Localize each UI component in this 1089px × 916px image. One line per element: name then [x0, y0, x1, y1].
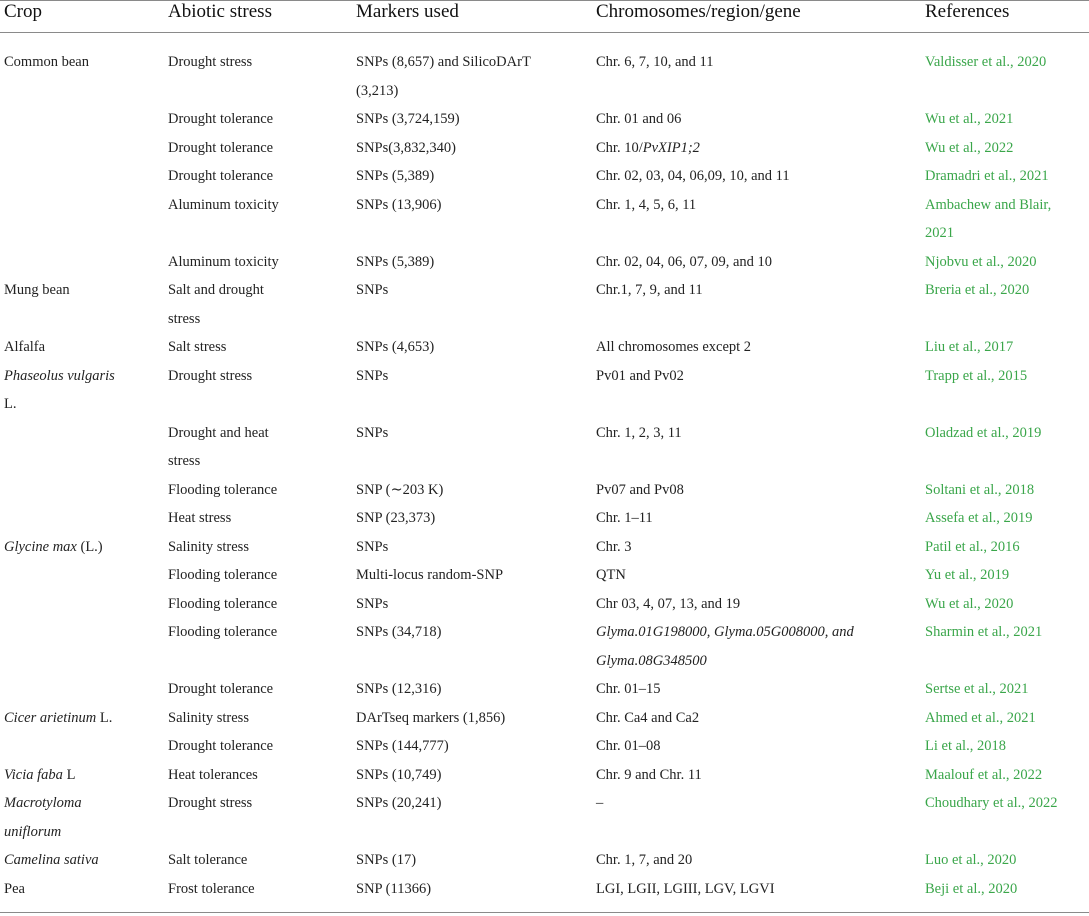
- abiotic-stress-cell: [168, 618, 353, 647]
- markers-used-cell-line: SNP (∼203 K): [356, 481, 444, 498]
- chromosomes-cell-text: Chr. 02, 04, 06, 07, 09, and 10: [596, 253, 773, 270]
- crop-cell-line: [4, 390, 164, 419]
- abiotic-stress-cell: [168, 561, 353, 590]
- crop-cell-text: Phaseolus vulgaris: [4, 367, 115, 384]
- chromosomes-cell-line: [596, 504, 924, 533]
- chromosomes-cell-line: [596, 618, 924, 647]
- abiotic-stress-cell: [168, 504, 353, 533]
- chromosomes-cell-text: Chr. 9 and Chr. 11: [596, 766, 702, 783]
- markers-used-cell: [356, 590, 594, 619]
- reference-link-line: Trapp et al., 2015: [925, 367, 1028, 384]
- reference-link[interactable]: [925, 333, 1089, 362]
- chromosomes-cell: [596, 191, 924, 220]
- markers-used-cell: [356, 333, 594, 362]
- reference-link[interactable]: [925, 761, 1089, 790]
- chromosomes-cell-text: Pv07 and Pv08: [596, 481, 684, 498]
- chromosomes-cell: [596, 846, 924, 875]
- reference-link-line: Beji et al., 2020: [925, 880, 1018, 897]
- reference-link[interactable]: [925, 476, 1089, 505]
- abiotic-stress-cell: [168, 48, 353, 77]
- chromosomes-cell-text: Chr. 01–15: [596, 681, 661, 697]
- reference-link[interactable]: [925, 419, 1089, 448]
- markers-used-cell: [356, 476, 594, 505]
- abiotic-stress-cell-line: Drought tolerance: [168, 681, 274, 697]
- abiotic-stress-cell: [168, 276, 353, 333]
- chromosomes-cell-text: Chr. 3: [596, 538, 632, 555]
- abiotic-stress-cell-line: Heat stress: [168, 510, 232, 526]
- reference-link[interactable]: [925, 191, 1089, 248]
- crop-cell: [4, 789, 164, 846]
- reference-link[interactable]: [925, 561, 1089, 590]
- chromosomes-cell: [596, 504, 924, 533]
- chromosomes-cell-text: Chr. 1, 2, 3, 11: [596, 424, 682, 441]
- reference-link-line: Choudhary et al., 2022: [925, 795, 1058, 811]
- chromosomes-cell-line: [596, 675, 924, 704]
- abiotic-stress-cell: [168, 248, 353, 277]
- chromosomes-cell-text: Chr 03, 4, 07, 13, and 19: [596, 595, 741, 612]
- crop-cell-line: Alfalfa: [4, 339, 46, 355]
- chromosomes-cell: [596, 675, 924, 704]
- abiotic-stress-cell-line: Flooding tolerance: [168, 567, 278, 583]
- crop-cell-text: L.: [96, 709, 113, 726]
- abiotic-stress-cell: [168, 333, 353, 362]
- markers-used-cell: [356, 704, 594, 733]
- reference-link-line: Maalouf et al., 2022: [925, 766, 1043, 783]
- abiotic-stress-cell: [168, 732, 353, 761]
- chromosomes-cell-text: Chr. 01 and 06: [596, 111, 682, 127]
- abiotic-stress-cell-line: Aluminum toxicity: [168, 196, 279, 213]
- reference-link[interactable]: [925, 105, 1089, 134]
- reference-link[interactable]: [925, 248, 1089, 277]
- crop-cell-line: [4, 818, 164, 847]
- chromosomes-cell-line: [596, 248, 924, 277]
- markers-used-cell: [356, 362, 594, 391]
- abiotic-stress-cell: [168, 533, 353, 562]
- reference-link-line: Oladzad et al., 2019: [925, 424, 1042, 441]
- reference-link-line: 2021: [925, 225, 954, 241]
- abiotic-stress-cell: [168, 162, 353, 191]
- chromosomes-cell: [596, 533, 924, 562]
- reference-link[interactable]: [925, 789, 1089, 818]
- abiotic-stress-cell-line: Drought tolerance: [168, 738, 274, 754]
- chromosomes-cell: [596, 732, 924, 761]
- markers-used-cell: [356, 248, 594, 277]
- markers-used-cell: [356, 191, 594, 220]
- reference-link[interactable]: [925, 162, 1089, 191]
- crop-cell-line: Common bean: [4, 54, 89, 70]
- crop-cell-text: L: [62, 766, 76, 783]
- chromosomes-cell-line: [596, 419, 924, 448]
- crop-cell: [4, 276, 164, 305]
- chromosomes-cell: [596, 561, 924, 590]
- crop-cell-line: [4, 761, 164, 790]
- chromosomes-cell-text: Chr. 1, 4, 5, 6, 11: [596, 196, 697, 213]
- header-crop: Crop: [4, 1, 42, 22]
- markers-used-cell: [356, 761, 594, 790]
- header-abiotic-stress: Abiotic stress: [168, 1, 272, 22]
- abiotic-stress-cell-line: Drought tolerance: [168, 111, 274, 127]
- reference-link-line: Wu et al., 2020: [925, 595, 1014, 612]
- abiotic-stress-cell: [168, 761, 353, 790]
- reference-link-line: Wu et al., 2021: [925, 111, 1014, 127]
- reference-link-line: Sertse et al., 2021: [925, 681, 1029, 697]
- reference-link-line: Ahmed et al., 2021: [925, 709, 1036, 726]
- abiotic-stress-cell-line: Flooding tolerance: [168, 595, 278, 612]
- crop-cell-text: Cicer arietinum: [4, 709, 97, 726]
- markers-used-cell-line: SNPs: [356, 538, 389, 555]
- abiotic-stress-cell: [168, 675, 353, 704]
- crop-cell: [4, 846, 164, 875]
- abiotic-stress-cell: [168, 476, 353, 505]
- chromosomes-cell-text: Chr. Ca4 and Ca2: [596, 709, 700, 726]
- reference-link[interactable]: [925, 875, 1089, 904]
- chromosomes-cell-text: LGI, LGII, LGIII, LGV, LGVI: [596, 880, 775, 897]
- abiotic-stress-cell-line: Drought and heat: [168, 424, 269, 441]
- abiotic-stress-cell-line: Aluminum toxicity: [168, 253, 279, 270]
- chromosomes-cell-text: Chr. 10/: [596, 139, 643, 156]
- crop-cell: [4, 362, 164, 419]
- chromosomes-cell: [596, 704, 924, 733]
- chromosomes-cell: [596, 419, 924, 448]
- abiotic-stress-cell: [168, 419, 353, 476]
- chromosomes-cell: [596, 276, 924, 305]
- abiotic-stress-cell: [168, 105, 353, 134]
- reference-link-line: Breria et al., 2020: [925, 282, 1030, 298]
- chromosomes-cell-text: Chr. 01–08: [596, 738, 661, 754]
- reference-link-line: Yu et al., 2019: [925, 567, 1010, 583]
- reference-link-line: Liu et al., 2017: [925, 339, 1014, 355]
- crop-cell: [4, 48, 164, 77]
- crop-cell-text: Macrotyloma: [4, 795, 82, 811]
- abiotic-stress-cell-line: Drought stress: [168, 54, 253, 70]
- markers-used-cell-line: SNPs: [356, 424, 389, 441]
- chromosomes-cell: [596, 134, 924, 163]
- chromosomes-cell-line: [596, 789, 924, 818]
- chromosomes-cell-text: –: [596, 795, 604, 811]
- markers-used-cell-line: SNPs (13,906): [356, 196, 442, 213]
- abiotic-stress-cell: [168, 590, 353, 619]
- reference-link-line: Assefa et al., 2019: [925, 510, 1033, 526]
- markers-used-cell-line: SNPs (4,653): [356, 339, 435, 355]
- header-markers-used: Markers used: [356, 1, 459, 22]
- abiotic-stress-cell: [168, 704, 353, 733]
- markers-used-cell: [356, 789, 594, 818]
- markers-used-cell-line: Multi-locus random-SNP: [356, 567, 504, 583]
- chromosomes-cell-line: [596, 590, 924, 619]
- markers-used-cell-line: SNPs (34,718): [356, 624, 442, 640]
- reference-link[interactable]: [925, 504, 1089, 533]
- abiotic-stress-cell: [168, 362, 353, 391]
- markers-used-cell-line: DArTseq markers (1,856): [356, 709, 506, 726]
- chromosomes-cell: [596, 248, 924, 277]
- abiotic-stress-cell-line: Drought stress: [168, 367, 253, 384]
- chromosomes-cell-text: Chr. 6, 7, 10, and 11: [596, 54, 714, 70]
- chromosomes-cell-text: All chromosomes except 2: [596, 339, 752, 355]
- chromosomes-cell-line: [596, 533, 924, 562]
- chromosomes-cell: [596, 162, 924, 191]
- reference-link-line: Dramadri et al., 2021: [925, 168, 1049, 184]
- markers-used-cell: [356, 732, 594, 761]
- crop-cell: [4, 333, 164, 362]
- table-bottom-rule: [0, 912, 1089, 913]
- header-chromosomes-region-gene: Chromosomes/region/gene: [596, 1, 801, 22]
- reference-link[interactable]: [925, 533, 1089, 562]
- markers-used-cell: [356, 846, 594, 875]
- chromosomes-cell-line: [596, 732, 924, 761]
- chromosomes-cell-text: Pv01 and Pv02: [596, 367, 684, 384]
- abiotic-stress-cell: [168, 191, 353, 220]
- crop-cell-line: [4, 704, 164, 733]
- crop-cell-text: uniflorum: [4, 823, 62, 840]
- reference-link[interactable]: [925, 48, 1089, 77]
- reference-link-line: Li et al., 2018: [925, 738, 1006, 754]
- crop-cell-line: Mung bean: [4, 282, 70, 298]
- abiotic-stress-cell-line: Heat tolerances: [168, 766, 258, 783]
- crop-cell-text: Vicia faba: [4, 766, 63, 783]
- chromosomes-cell: [596, 761, 924, 790]
- crop-cell-line: [4, 789, 164, 818]
- chromosomes-cell-line: [596, 875, 924, 904]
- crop-cell-text: Camelina sativa: [4, 852, 99, 868]
- reference-link-line: Soltani et al., 2018: [925, 481, 1035, 498]
- abiotic-stress-cell-line: Salt and drought: [168, 282, 264, 298]
- abiotic-stress-cell: [168, 875, 353, 904]
- crop-cell: [4, 533, 164, 562]
- reference-link[interactable]: [925, 590, 1089, 619]
- markers-used-cell-line: SNPs: [356, 282, 389, 298]
- reference-link-line: Patil et al., 2016: [925, 538, 1020, 555]
- reference-link[interactable]: [925, 846, 1089, 875]
- abiotic-stress-cell-line: Drought tolerance: [168, 139, 274, 156]
- markers-used-cell: [356, 162, 594, 191]
- chromosomes-cell-line: [596, 647, 924, 676]
- crop-cell: [4, 875, 164, 904]
- markers-used-cell: [356, 618, 594, 647]
- markers-used-cell-line: SNPs (144,777): [356, 738, 449, 754]
- markers-used-cell-line: SNPs (17): [356, 852, 417, 868]
- markers-used-cell: [356, 276, 594, 305]
- chromosomes-cell-text: Chr.1, 7, 9, and 11: [596, 282, 703, 298]
- chromosomes-cell: [596, 618, 924, 675]
- abiotic-stress-cell-line: Salt stress: [168, 339, 227, 355]
- chromosomes-cell-line: [596, 276, 924, 305]
- chromosomes-cell-text: Chr. 1–11: [596, 510, 653, 526]
- chromosomes-cell-line: [596, 191, 924, 220]
- chromosomes-cell-text: Glyma.08G348500: [596, 652, 707, 669]
- markers-used-cell-line: SNPs (12,316): [356, 681, 442, 697]
- crop-cell: [4, 704, 164, 733]
- markers-used-cell: [356, 48, 594, 105]
- abiotic-stress-cell-line: Drought stress: [168, 795, 253, 811]
- reference-link[interactable]: [925, 276, 1089, 305]
- markers-used-cell-line: SNPs (5,389): [356, 253, 435, 270]
- chromosomes-cell-line: [596, 561, 924, 590]
- reference-link[interactable]: [925, 362, 1089, 391]
- chromosomes-cell: [596, 875, 924, 904]
- markers-used-cell-line: SNP (11366): [356, 880, 432, 897]
- reference-link[interactable]: [925, 732, 1089, 761]
- reference-link[interactable]: [925, 675, 1089, 704]
- markers-used-cell-line: SNPs(3,832,340): [356, 139, 456, 156]
- table-header-rule: [0, 32, 1089, 33]
- abiotic-stress-cell-line: stress: [168, 310, 201, 327]
- markers-used-cell-line: SNP (23,373): [356, 510, 436, 526]
- markers-used-cell-line: SNPs: [356, 367, 389, 384]
- markers-used-cell-line: SNPs (5,389): [356, 168, 435, 184]
- markers-used-cell: [356, 419, 594, 448]
- markers-used-cell: [356, 134, 594, 163]
- reference-link-line: Wu et al., 2022: [925, 139, 1014, 156]
- chromosomes-cell-line: [596, 105, 924, 134]
- reference-link-line: Luo et al., 2020: [925, 852, 1017, 868]
- reference-link-line: Ambachew and Blair,: [925, 196, 1052, 213]
- markers-used-cell-line: SNPs (10,749): [356, 766, 442, 783]
- abiotic-stress-cell-line: Flooding tolerance: [168, 624, 278, 640]
- chromosomes-cell: [596, 105, 924, 134]
- chromosomes-cell-line: [596, 333, 924, 362]
- chromosomes-cell: [596, 789, 924, 818]
- crop-cell: [4, 761, 164, 790]
- abiotic-stress-cell-line: Salinity stress: [168, 538, 249, 555]
- markers-used-cell: [356, 504, 594, 533]
- markers-used-cell-line: SNPs: [356, 595, 389, 612]
- abiotic-stress-cell: [168, 846, 353, 875]
- crop-cell-text: L.: [4, 396, 17, 412]
- markers-used-cell-line: SNPs (20,241): [356, 795, 442, 811]
- chromosomes-cell-text: QTN: [596, 567, 626, 583]
- abiotic-stress-cell-line: Frost tolerance: [168, 880, 255, 897]
- markers-used-cell: [356, 105, 594, 134]
- markers-used-cell-line: (3,213): [356, 82, 399, 99]
- reference-link[interactable]: [925, 618, 1089, 647]
- markers-used-cell: [356, 675, 594, 704]
- chromosomes-cell-text: Glyma.01G198000, Glyma.05G008000, and: [596, 624, 854, 640]
- abiotic-stress-cell-line: Salinity stress: [168, 709, 249, 726]
- chromosomes-cell: [596, 476, 924, 505]
- chromosomes-cell-line: [596, 48, 924, 77]
- reference-link[interactable]: [925, 704, 1089, 733]
- chromosomes-cell-line: [596, 134, 924, 163]
- reference-link[interactable]: [925, 134, 1089, 163]
- reference-link-line: Sharmin et al., 2021: [925, 624, 1043, 640]
- chromosomes-cell-text: PvXIP1;2: [642, 139, 700, 156]
- markers-used-cell: [356, 561, 594, 590]
- abiotic-stress-cell-line: Drought tolerance: [168, 168, 274, 184]
- chromosomes-cell-line: [596, 362, 924, 391]
- crop-cell-line: [4, 362, 164, 391]
- crop-cell-line: [4, 846, 164, 875]
- chromosomes-cell-line: [596, 704, 924, 733]
- header-references: References: [925, 1, 1010, 22]
- reference-link-line: Njobvu et al., 2020: [925, 253, 1037, 270]
- chromosomes-cell-text: Chr. 1, 7, and 20: [596, 852, 693, 868]
- crop-cell-line: Pea: [4, 880, 25, 897]
- chromosomes-cell: [596, 48, 924, 77]
- abiotic-stress-cell: [168, 789, 353, 818]
- abiotic-stress-cell-line: Flooding tolerance: [168, 481, 278, 498]
- crop-cell-line: [4, 533, 164, 562]
- chromosomes-cell-line: [596, 476, 924, 505]
- abiotic-stress-cell-line: Salt tolerance: [168, 852, 248, 868]
- chromosomes-cell-line: [596, 162, 924, 191]
- crop-cell-text: (L.): [76, 538, 103, 555]
- chromosomes-cell-line: [596, 761, 924, 790]
- chromosomes-cell-line: [596, 846, 924, 875]
- markers-used-cell-line: SNPs (8,657) and SilicoDArT: [356, 54, 531, 70]
- markers-used-cell: [356, 875, 594, 904]
- crop-cell-text: Glycine max: [4, 538, 77, 555]
- chromosomes-cell-text: Chr. 02, 03, 04, 06,09, 10, and 11: [596, 168, 790, 184]
- abiotic-stress-cell-line: stress: [168, 453, 201, 469]
- chromosomes-cell: [596, 590, 924, 619]
- markers-used-cell-line: SNPs (3,724,159): [356, 111, 460, 127]
- reference-link-line: Valdisser et al., 2020: [925, 54, 1047, 70]
- abiotic-stress-cell: [168, 134, 353, 163]
- chromosomes-cell: [596, 333, 924, 362]
- chromosomes-cell: [596, 362, 924, 391]
- markers-used-cell: [356, 533, 594, 562]
